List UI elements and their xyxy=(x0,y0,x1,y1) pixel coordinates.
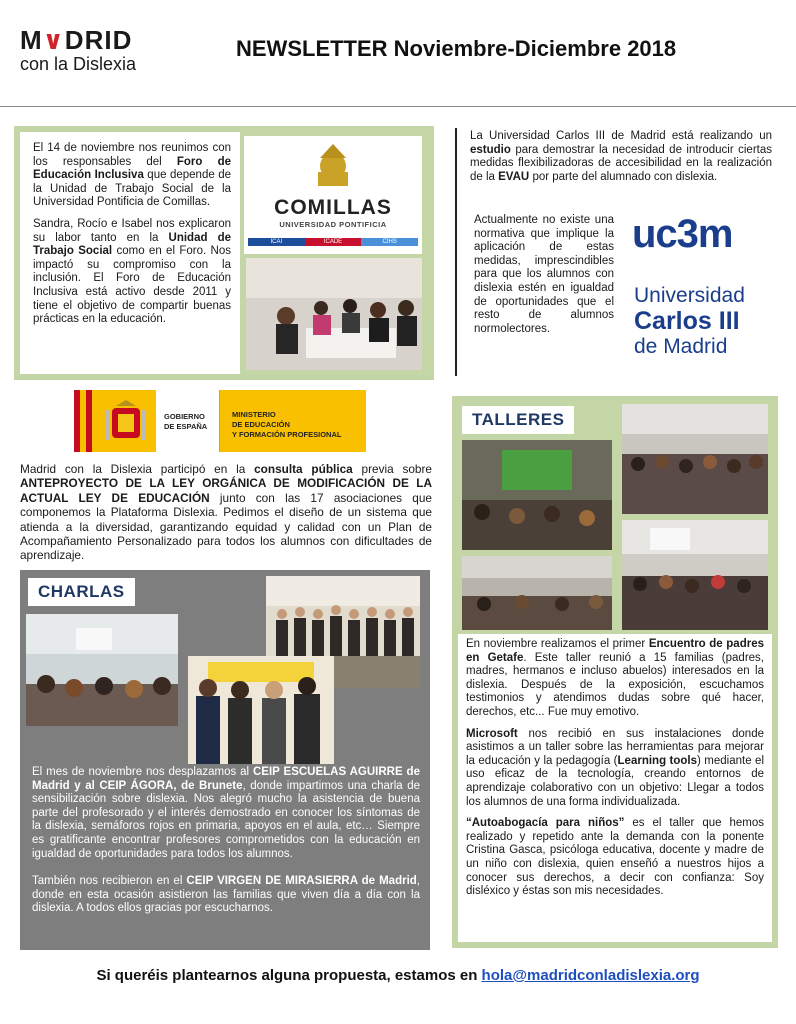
talleres-text-panel xyxy=(458,634,772,942)
footer-text: Si queréis plantearnos alguna propuesta, estamos en xyxy=(96,967,482,984)
talleres-photo-projector xyxy=(462,440,612,550)
uc3m-intro xyxy=(470,130,772,184)
coat-of-arms-icon xyxy=(104,398,148,444)
charlas-paragraph-2: También nos recibieron en el CEIP VIRGEN DE MIRASIERRA de Madrid, donde en esta ocasión asistieron las familias que viven día a día con la dislexia. A todos ellos gracias por escucharnos. xyxy=(32,875,420,915)
comillas-logo xyxy=(244,136,422,254)
gobierno-panel xyxy=(156,390,220,452)
comillas-logo-name: COMILLAS xyxy=(274,196,392,219)
ministerio-banner xyxy=(74,390,366,452)
talleres-photo-room xyxy=(462,556,612,630)
uc3m-logo-line2: Carlos III xyxy=(634,307,740,335)
comillas-paragraph-1: El 14 de noviembre nos reunimos con los responsables del Foro de Educación Inclusiva que depende de la Unidad de Trabajo Social de la Universidad Pontificia de Comillas. xyxy=(33,142,231,209)
talleres-paragraph-1: En noviembre realizamos el primer Encuentro de padres en Getafe. Este taller reunió a 15 familias (padres, madres, hermanos e incluso abuelos) interesados en la dislexia. Después de la exposición, escuchamos testimonios y atendimos dudas sobre qué hacer, derechos, etc... Fue muy emotivo. xyxy=(466,638,764,718)
comillas-bar-icade: ICADE xyxy=(305,238,362,246)
uc3m-paragraph-1: La Universidad Carlos III de Madrid está realizando un estudio para demostrar la necesidad de introducir ciertas medidas flexibilizadoras de accesibilidad en la realización de la EVAU por parte del alumnado con dislexia. xyxy=(470,130,772,183)
footer-email-link[interactable]: hola@madridconladislexia.org xyxy=(481,967,700,984)
uc3m-paragraph-2: Actualmente no existe una normativa que implique la aplicación de estas medidas, imprescindibles para que los alumnos con dislexia estén en igualdad de oportunidades que el resto de alumnos normolectores. xyxy=(474,214,614,335)
charlas-paragraph-1: El mes de noviembre nos desplazamos al CEIP ESCUELAS AGUIRRE de Madrid y al CEIP ÁGORA, de Brunete, donde impartimos una charla de sensibilización sobre dislexia. Nos alegró mucho la asistencia de buena parte del profesorado y el interés demostrado en conocer los síntomas de la dislexia, semáforos rojos en primaria, apoyos en el aula, etc… Siempre es gratificante encontrar profesores comprometidos con la educación en igualdad de oportunidades para todos los alumnos. xyxy=(32,766,420,860)
talleres-paragraph-2: Microsoft nos recibió en sus instalaciones donde asistimos a un taller sobre las herramientas para mejorar la educación y la pedagogía (Learning tools) mediante el uso eficaz de la tecnología, creando entornos de aprendizaje colaborativo con un objetivo: Llegar a todos los alumnos de una forma individualizada. xyxy=(466,727,765,808)
comillas-crest-icon xyxy=(244,136,422,254)
logo-subline: con la Dislexia xyxy=(20,54,137,74)
charlas-section xyxy=(20,570,430,950)
ministerio-text: MINISTERIO DE EDUCACIÓN Y FORMACIÓN PROFESIONAL xyxy=(232,410,342,439)
comillas-meeting-photo xyxy=(246,258,422,370)
talleres-paragraph-3: “Autoabogacía para niños” es el taller que hemos realizado y repetido ante la demanda con la ponente Cristina Gasca, psicóloga educativa, docente y madre de un niño con dislexia, quien enseñó a nuestros hijos a conocer sus derechos, a decir con confianza: Soy disléxico y éstas son mis necesidades. xyxy=(466,817,765,898)
uc3m-logo-line1: Universidad xyxy=(634,284,745,307)
comillas-bar-cihs: CIHS xyxy=(361,238,418,246)
comillas-text-panel xyxy=(20,132,240,374)
uc3m-logo-top: uc3m xyxy=(632,212,733,256)
talleres-section xyxy=(452,396,778,948)
uc3m-text xyxy=(474,214,614,336)
talleres-photo-audience xyxy=(622,404,768,514)
comillas-paragraph-2: Sandra, Rocío e Isabel nos explicaron su labor tanto en la Unidad de Trabajo Social como en el Foro. Nos impactó su compromiso con la inclusión. El Foro de Educación Inclusiva está activo desde 2011 y tiene el objetivo de compartir buenas prácticas en la educación. xyxy=(33,217,231,326)
madrid-dislexia-logo xyxy=(20,26,170,74)
comillas-bar-icai: ICAI xyxy=(248,238,305,246)
comillas-section xyxy=(14,126,434,380)
talleres-photo-workshop xyxy=(622,520,768,630)
charlas-photo-classroom xyxy=(26,614,178,726)
gobierno-text: GOBIERNO DE ESPAÑA xyxy=(164,412,208,431)
charlas-title: CHARLAS xyxy=(28,578,135,606)
talleres-title: TALLERES xyxy=(462,406,574,434)
comillas-logo-bars xyxy=(248,238,418,246)
charlas-photo-team xyxy=(188,656,334,764)
uc3m-divider xyxy=(455,128,457,376)
header-divider xyxy=(0,106,796,107)
newsletter-title: NEWSLETTER Noviembre-Diciembre 2018 xyxy=(236,36,677,61)
logo-name: M∨DRID xyxy=(20,25,133,55)
consulta-publica xyxy=(20,462,432,563)
charlas-text xyxy=(32,766,420,916)
uc3m-logo xyxy=(628,212,768,372)
consulta-paragraph: Madrid con la Dislexia participó en la consulta pública previa sobre ANTEPROYECTO DE LA LEY ORGÁNICA DE MODIFICACIÓN DE LA ACTUAL LEY DE EDUCACIÓN junto con las 17 asociaciones que componemos la Plataforma Dislexia. Pedimos el diseño de un sistema que atienda a la diversidad, garantizando equidad y calidad con un Plan de Acompañamiento Personalizado para todos los alumnos con dificultades de aprendizaje. xyxy=(20,462,432,563)
footer xyxy=(0,967,796,984)
comillas-logo-sub: UNIVERSIDAD PONTIFICIA xyxy=(279,220,387,229)
flag-stripe-red-2 xyxy=(86,390,92,452)
uc3m-logo-line3: de Madrid xyxy=(634,335,728,358)
